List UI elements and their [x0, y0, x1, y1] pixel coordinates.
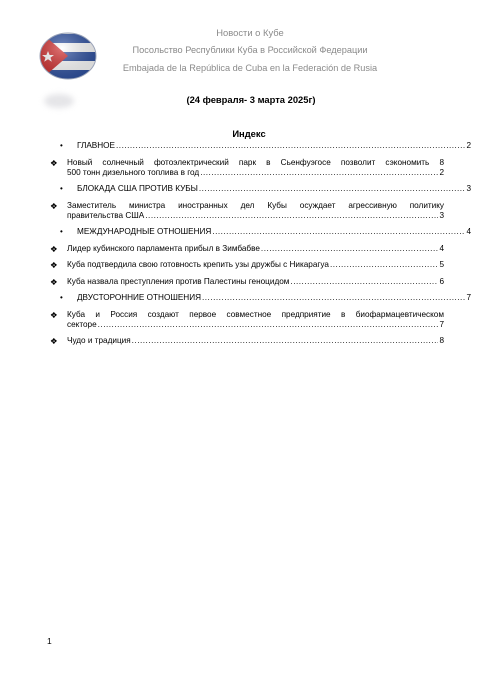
header-embassy-ru: Посольство Республики Куба в Российской Федерации: [132, 45, 368, 55]
toc-entry-title: Куба подтвердила свою готовность крепить узы дружбы с Никарагуа: [67, 260, 329, 269]
toc-entry-title: Куба назвала преступления против Палестины геноцидом: [67, 276, 290, 286]
toc-section-title: БЛОКАДА США ПРОТИВ КУБЫ: [77, 184, 198, 193]
table-of-contents: [50, 141, 471, 353]
toc-page-number: 4: [466, 227, 471, 236]
toc-entry-title-line1: Новый солнечный фотоэлектрический парк в Сьенфуэгосе позволит сэкономить 8: [67, 157, 444, 167]
diamond-bullet-icon: ❖: [50, 336, 58, 346]
toc-leader: [290, 277, 438, 287]
bullet-icon: •: [60, 227, 63, 236]
toc-entry[interactable]: [50, 244, 444, 254]
bullet-icon: •: [60, 141, 63, 150]
diamond-bullet-icon: ❖: [50, 260, 58, 270]
bullet-icon: •: [60, 293, 63, 302]
toc-section[interactable]: [50, 141, 471, 151]
toc-entry-title-line1: Заместитель министра иностранных дел Кубы осуждает агрессивную политику: [67, 200, 444, 210]
toc-entry[interactable]: [50, 277, 444, 287]
toc-entry-title-line2: секторе: [67, 319, 97, 329]
toc-entry-title-line2: 500 тонн дизельного топлива в год: [67, 167, 200, 177]
toc-entry-title-line2: правительства США: [67, 210, 145, 220]
toc-leader: [116, 141, 465, 151]
toc-page-number: 8: [439, 336, 444, 345]
header-title: Новости о Кубе: [216, 27, 284, 38]
toc-leader: [145, 211, 438, 221]
toc-leader: [132, 336, 439, 346]
toc-page-number: 2: [466, 141, 471, 150]
toc-page-number: 4: [439, 243, 444, 253]
toc-entry-title: Чудо и традиция: [67, 336, 131, 345]
toc-section[interactable]: [50, 184, 471, 194]
header-embassy-es: Embajada de la República de Cuba en la Federación de Rusia: [122, 63, 378, 73]
diamond-bullet-icon: ❖: [50, 243, 58, 254]
index-title: Индекс: [232, 128, 266, 139]
toc-section[interactable]: [50, 227, 471, 237]
toc-page-number: 3: [466, 184, 471, 193]
toc-entry[interactable]: [50, 260, 444, 270]
toc-page-number: 7: [466, 293, 471, 302]
toc-page-number: 2: [439, 167, 444, 177]
date-range: (24 февраля- 3 марта 2025г): [186, 94, 316, 105]
page-number: 1: [47, 636, 52, 646]
toc-section-title: ГЛАВНОЕ: [77, 141, 116, 150]
toc-entry-title: Лидер кубинского парламента прибыл в Зимбабве: [67, 243, 260, 253]
toc-entry[interactable]: [50, 310, 444, 330]
toc-leader: [199, 184, 466, 194]
diamond-bullet-icon: ❖: [50, 309, 58, 320]
toc-leader: [202, 293, 465, 303]
toc-section[interactable]: [50, 293, 471, 303]
toc-section-title: ДВУСТОРОННИЕ ОТНОШЕНИЯ: [77, 293, 201, 302]
toc-entry-title-line1: Куба и Россия создают первое совместное предприятие в биофармацевтическом: [67, 309, 444, 319]
diamond-bullet-icon: ❖: [50, 157, 58, 168]
toc-leader: [200, 168, 438, 178]
toc-leader: [98, 320, 439, 330]
toc-leader: [330, 260, 439, 270]
toc-page-number: 5: [439, 260, 444, 269]
toc-page-number: 3: [439, 210, 444, 220]
diamond-bullet-icon: ❖: [50, 276, 58, 287]
toc-leader: [212, 227, 465, 237]
cuba-flag-icon: [38, 30, 98, 82]
toc-page-number: 7: [439, 319, 444, 329]
toc-entry[interactable]: [50, 201, 444, 221]
toc-page-number: 6: [439, 276, 444, 286]
toc-entry[interactable]: [50, 336, 444, 346]
toc-section-title: МЕЖДУНАРОДНЫЕ ОТНОШЕНИЯ: [77, 227, 212, 236]
diamond-bullet-icon: ❖: [50, 200, 58, 211]
toc-entry[interactable]: [50, 158, 444, 178]
toc-leader: [261, 244, 439, 254]
bullet-icon: •: [60, 184, 63, 193]
